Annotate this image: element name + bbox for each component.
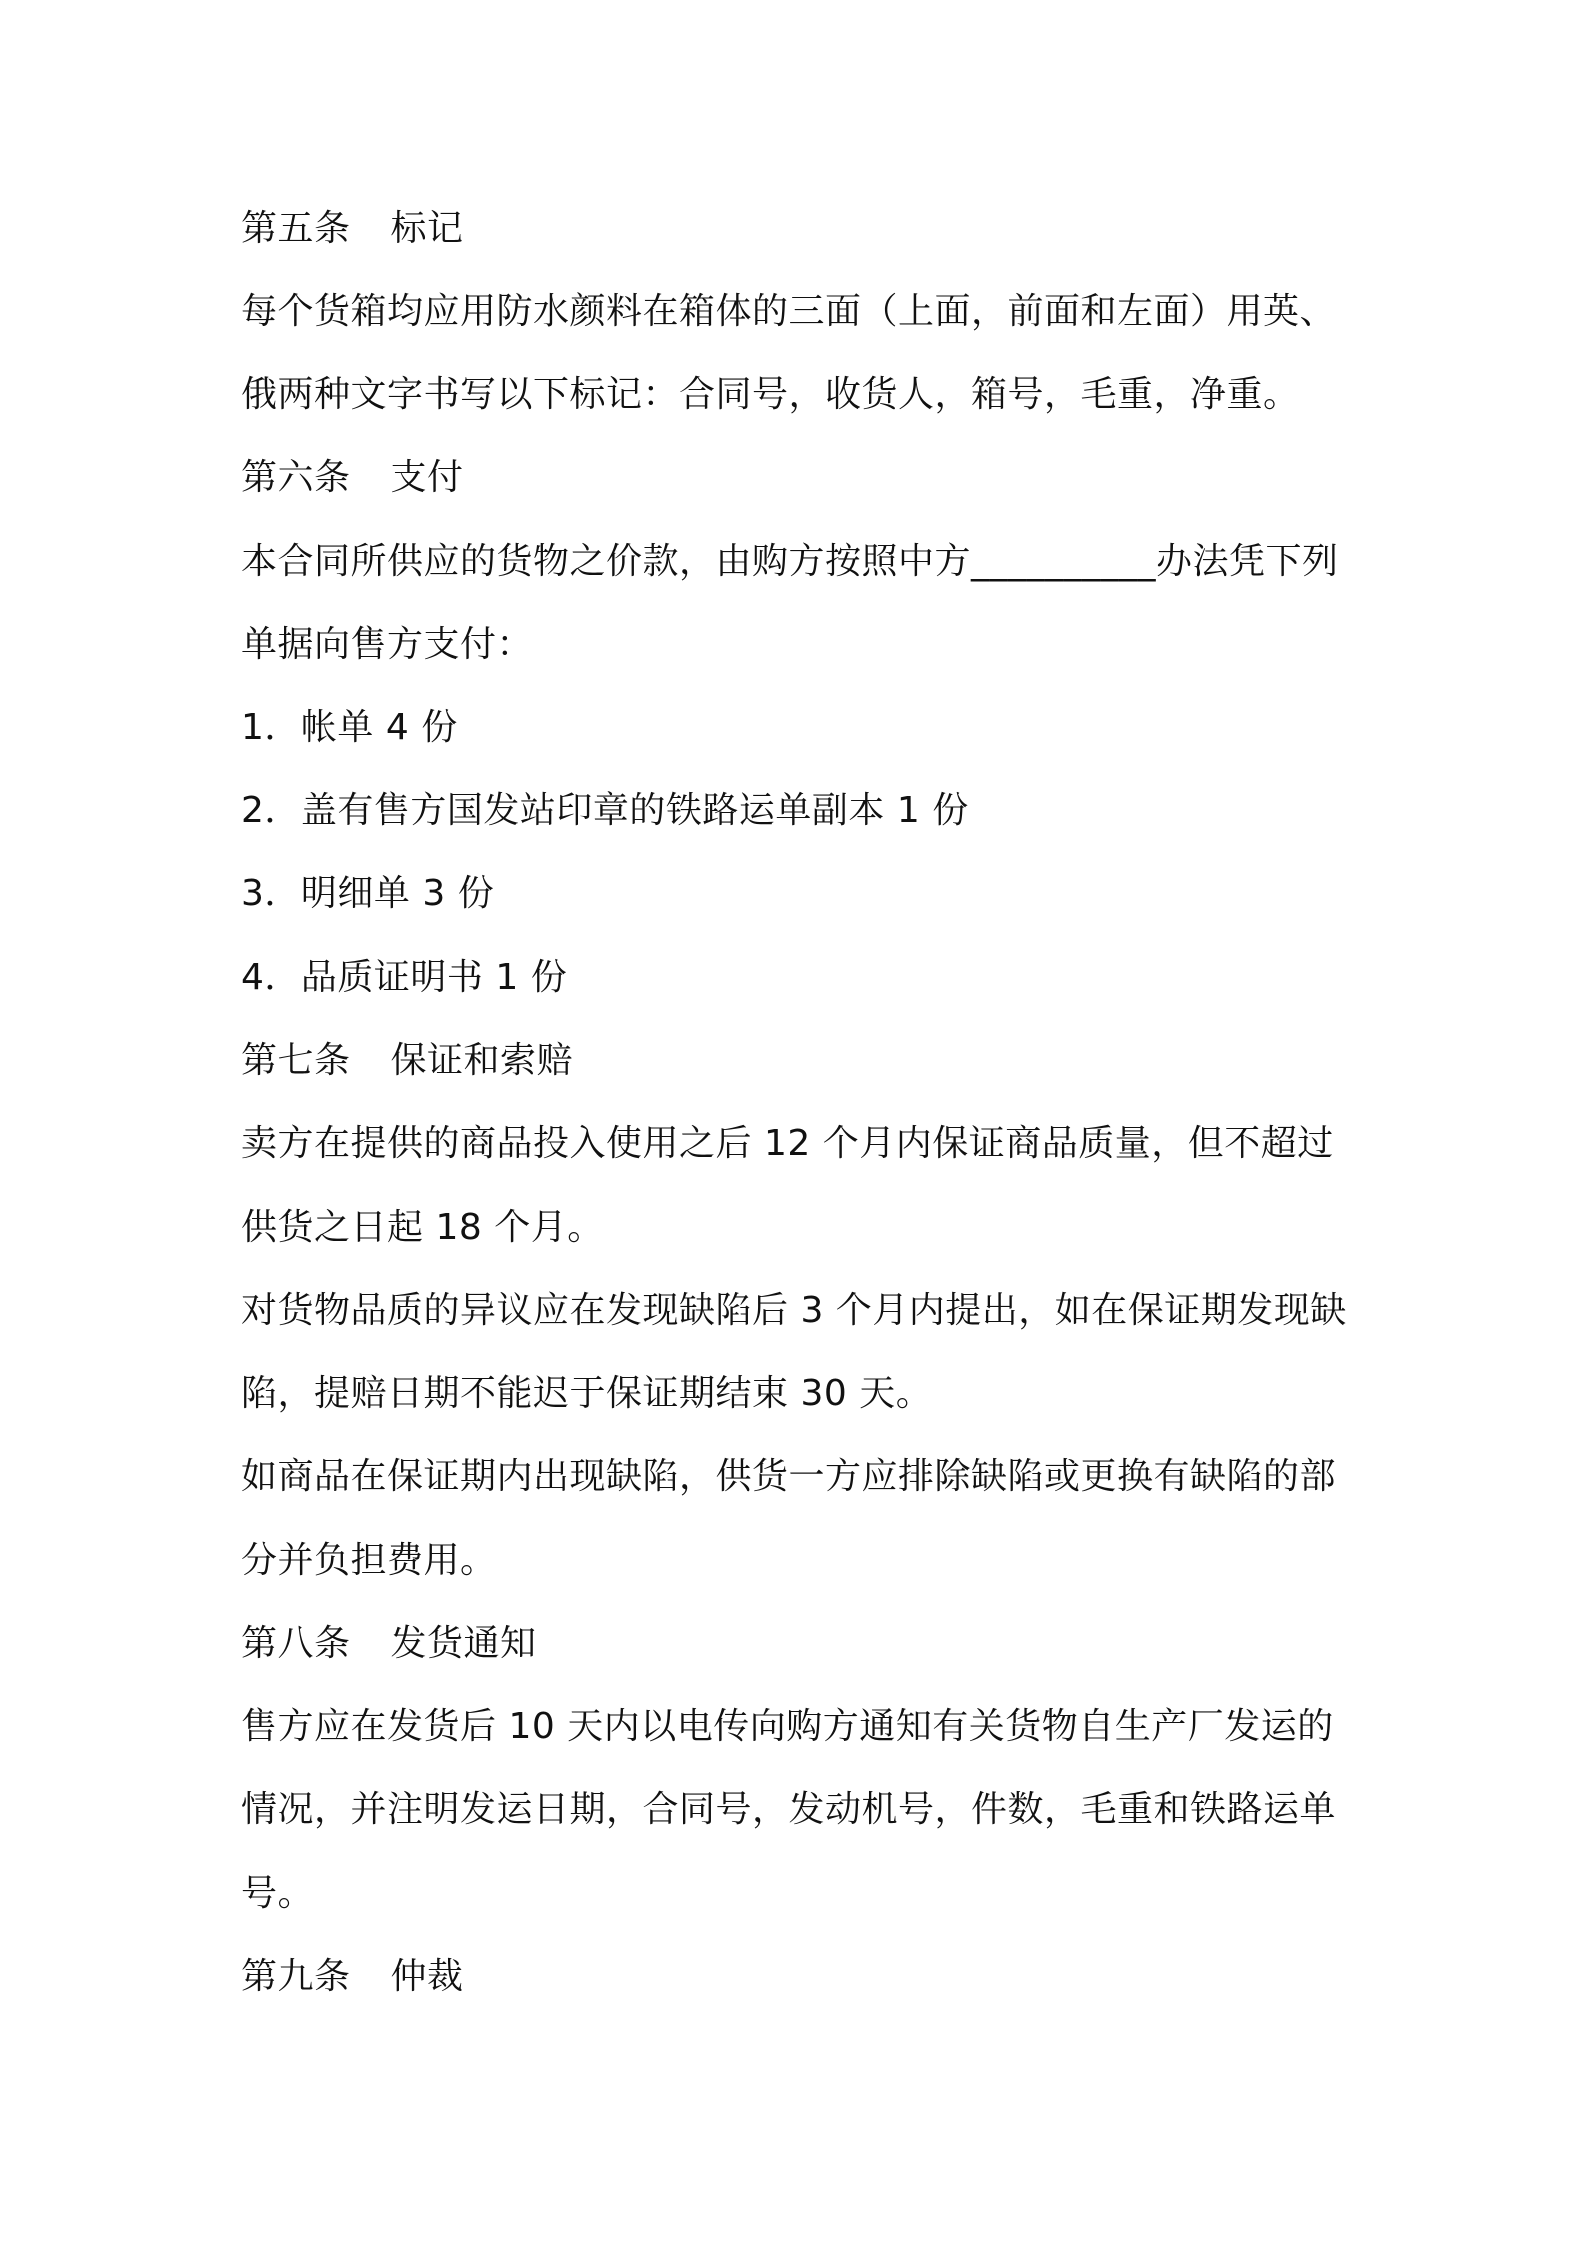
paragraph-line: 单据向售方支付： [241,624,534,665]
article-number: 第八条 [241,1623,351,1664]
article-title: 仲裁 [390,1956,464,1997]
article-heading [241,205,1361,253]
article-number: 第七条 [241,1040,351,1081]
paragraph-line: 如商品在保证期内出现缺陷，供货一方应排除缺陷或更换有缺陷的部 [241,1456,1337,1497]
paragraph-line: 对货物品质的异议应在发现缺陷后 3 个月内提出，如在保证期发现缺 [241,1290,1347,1331]
article-number: 第六条 [241,457,351,498]
article-number: 第九条 [241,1956,351,1997]
paragraph-line: 本合同所供应的货物之价款，由购方按照中方__________办法凭下列 [241,541,1339,582]
paragraph-line: 陷，提赔日期不能迟于保证期结束 30 天。 [241,1373,933,1414]
article-heading [241,1620,1361,1668]
article-title: 标记 [390,208,464,249]
article-title: 发货通知 [390,1623,537,1664]
paragraph-line: 俄两种文字书写以下标记：合同号，收货人，箱号，毛重，净重。 [241,374,1300,415]
paragraph-line: 卖方在提供的商品投入使用之后 12 个月内保证商品质量，但不超过 [241,1123,1334,1164]
paragraph-line: 情况，并注明发运日期，合同号，发动机号，件数，毛重和铁路运单 [241,1789,1337,1830]
article-heading [241,454,1361,502]
article-heading [241,1953,1361,2001]
paragraph-line: 号。 [241,1873,315,1914]
paragraph-line: 每个货箱均应用防水颜料在箱体的三面（上面，前面和左面）用英、 [241,291,1337,332]
list-item: 4．品质证明书 1 份 [241,957,568,998]
article-title: 保证和索赔 [390,1040,574,1081]
paragraph-line: 分并负担费用。 [241,1540,497,1581]
list-item: 2．盖有售方国发站印章的铁路运单副本 1 份 [241,790,969,831]
paragraph-line: 售方应在发货后 10 天内以电传向购方通知有关货物自生产厂发运的 [241,1706,1334,1747]
article-number: 第五条 [241,208,351,249]
list-item: 3．明细单 3 份 [241,873,495,914]
paragraph-line: 供货之日起 18 个月。 [241,1207,604,1248]
article-heading [241,1037,1361,1085]
article-title: 支付 [390,457,464,498]
list-item: 1．帐单 4 份 [241,707,458,748]
